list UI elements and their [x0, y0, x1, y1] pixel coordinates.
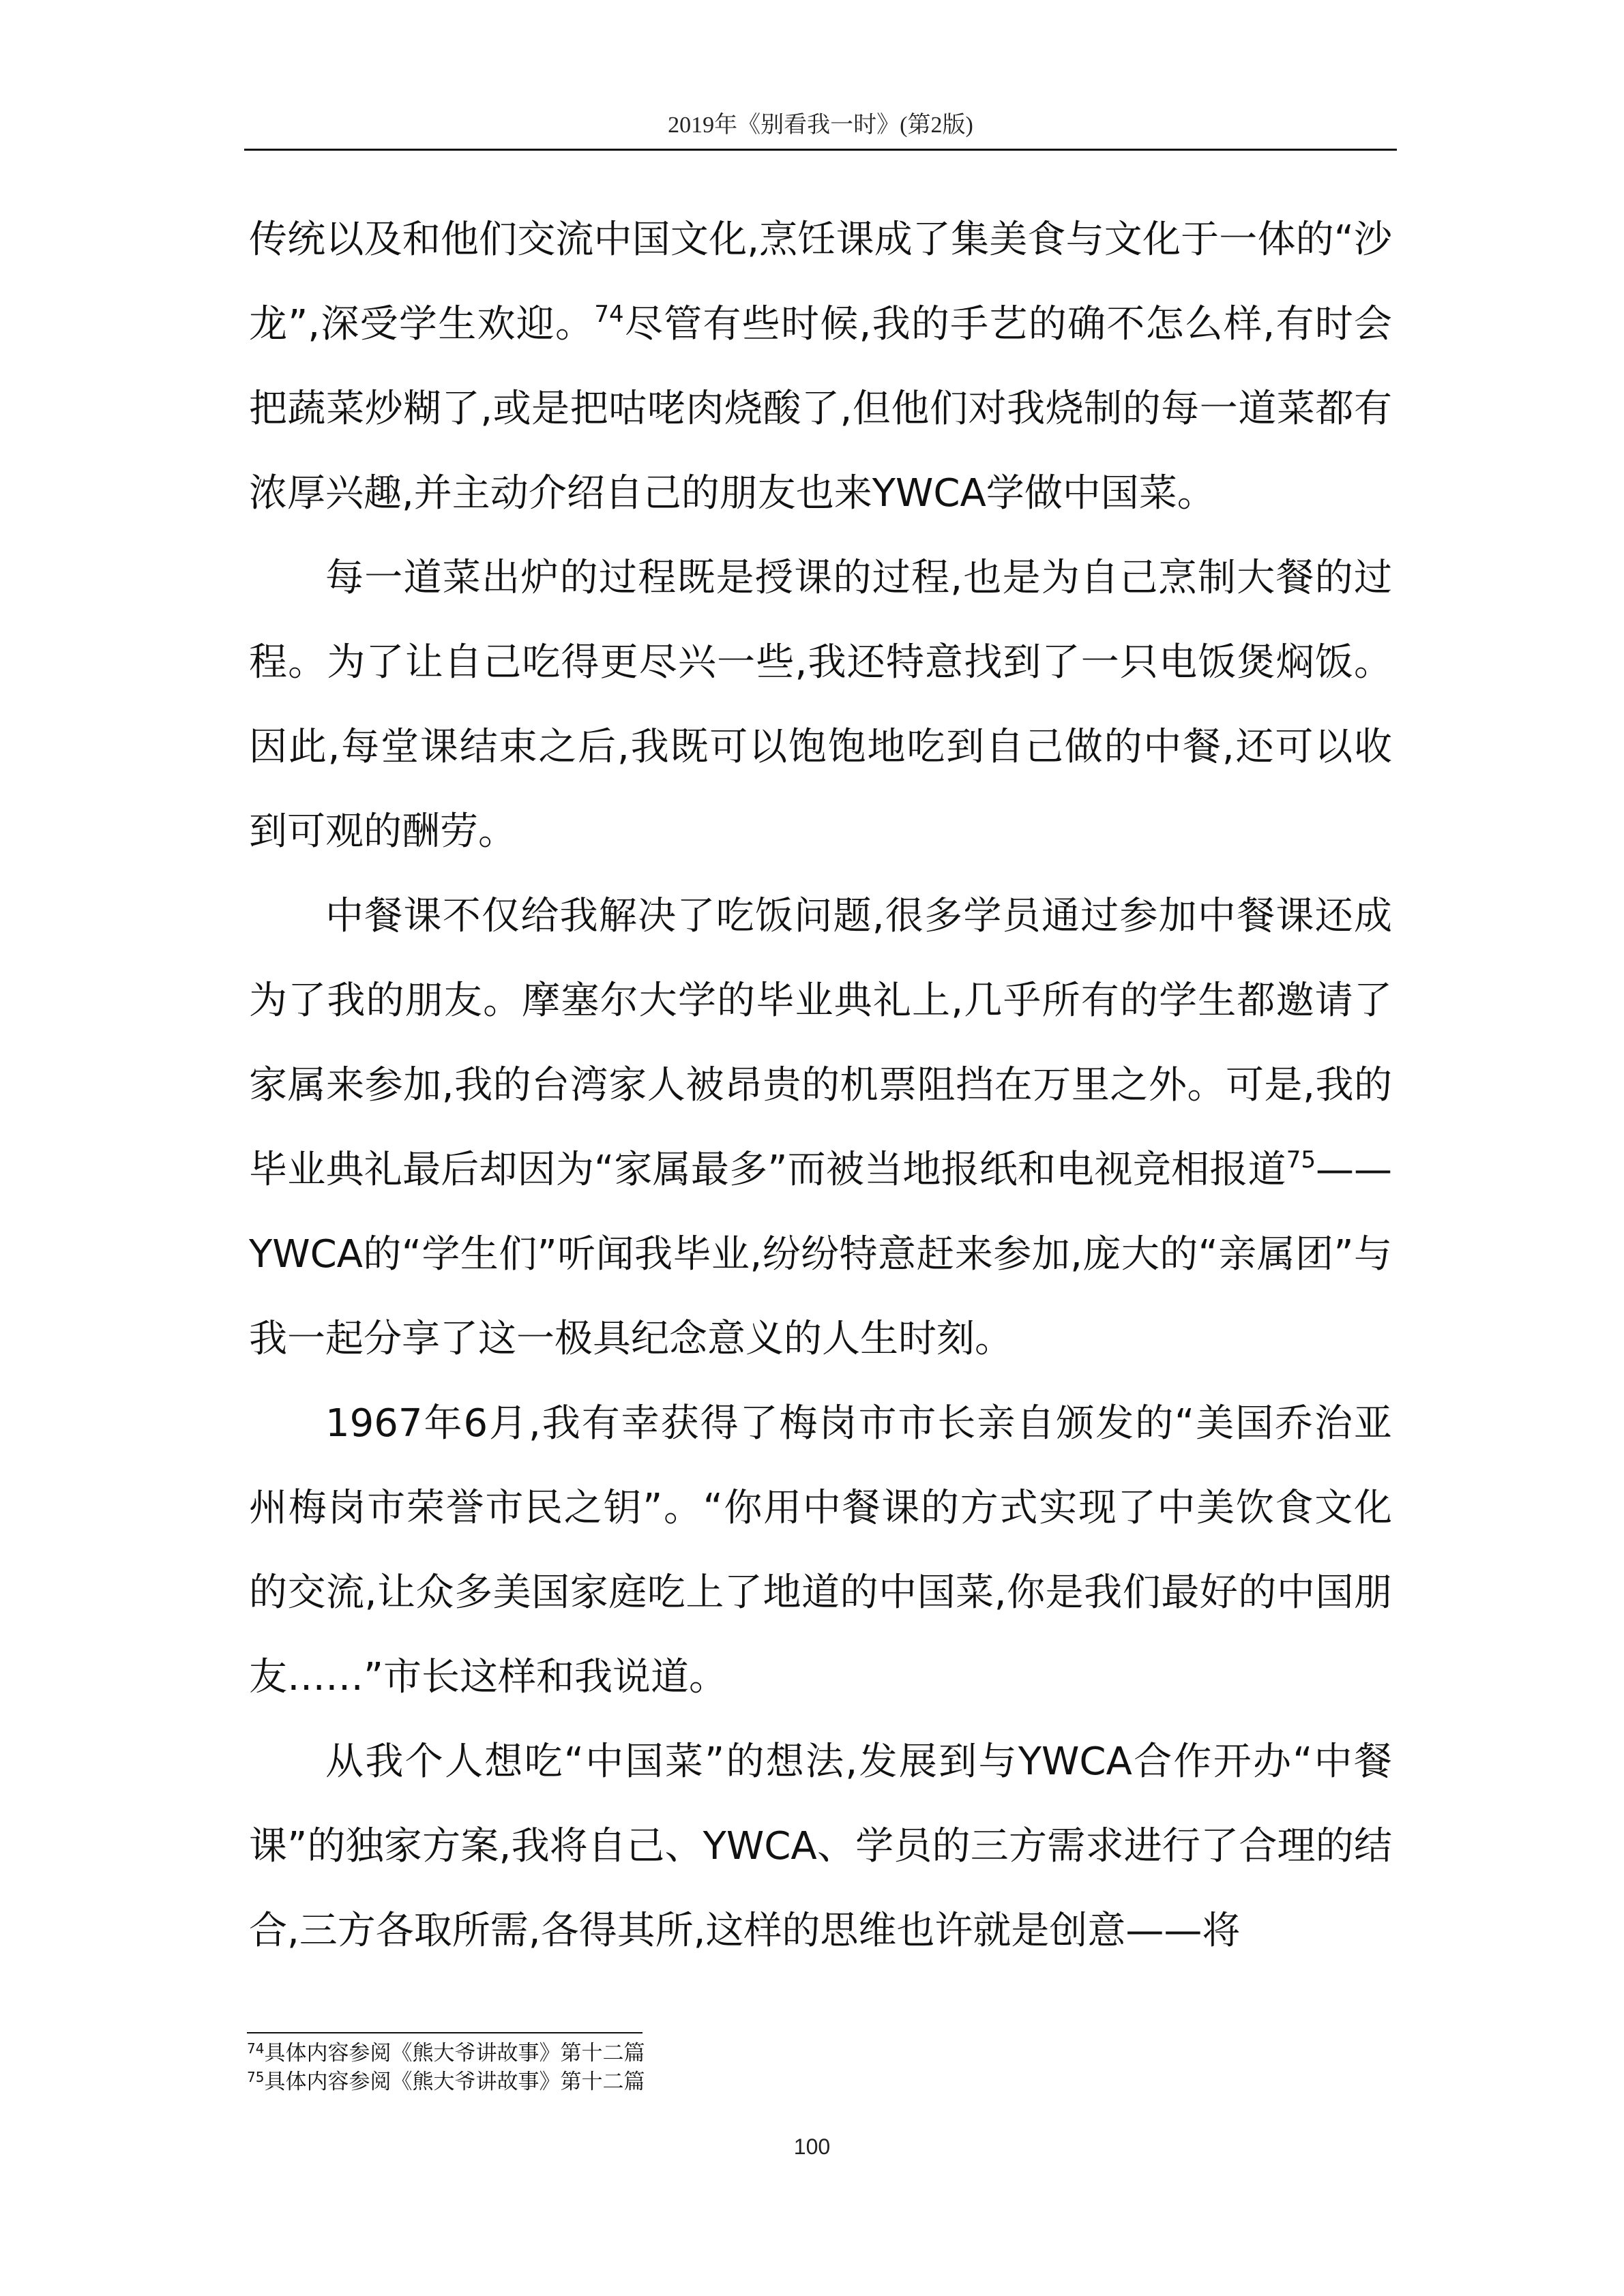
paragraph-text: 从我个人想吃“中国菜”的想法,发展到与YWCA合作开办“中餐课”的独家方案,我将自己、YWCA、学员的三方需求进行了合理的结合,三方各取所需,各得其所,这样的思维也许就是创意——将	[249, 1740, 1392, 1953]
page-number: 100	[793, 2134, 831, 2159]
footnote-ref-74[interactable]: 74	[594, 301, 624, 328]
footnote-ref-75[interactable]: 75	[1286, 1146, 1316, 1174]
header-rule	[244, 149, 1397, 151]
paragraph-text: 中餐课不仅给我解决了吃饭问题,很多学员通过参加中餐课还成为了我的朋友。摩塞尔大学的毕业典礼上,几乎所有的学生都邀请了家属来参加,我的台湾家人被昂贵的机票阻挡在万里之外。可是,我的毕业典礼最后却因为“家属最多”而被当地报纸和电视竞相报道	[249, 894, 1392, 1192]
footnote-separator	[247, 2032, 643, 2033]
footnote-number: 74	[247, 2040, 265, 2057]
running-header: 2019年《别看我一时》(第2版)	[668, 113, 973, 138]
footnote-75	[247, 2068, 1393, 2096]
footnotes	[247, 2039, 1393, 2096]
paragraph-text: ——YWCA的“学生们”听闻我毕业,纷纷特意赶来参加,庞大的“亲属团”与我一起分享了这一极具纪念意义的人生时刻。	[249, 1148, 1392, 1361]
paragraph-4	[249, 1382, 1392, 1720]
paragraph-2	[249, 536, 1392, 874]
footnote-text: 具体内容参阅《熊大爷讲故事》第十二篇	[264, 2070, 645, 2094]
paragraph-5	[249, 1720, 1392, 1973]
body-text	[249, 198, 1392, 1973]
footnote-number: 75	[247, 2069, 265, 2085]
paragraph-text: 尽管有些时候,我的手艺的确不怎么样,有时会把蔬菜炒糊了,或是把咕咾肉烧酸了,但他们对我烧制的每一道菜都有浓厚兴趣,并主动介绍自己的朋友也来YWCA学做中国菜。	[249, 302, 1392, 516]
paragraph-1	[249, 198, 1392, 536]
paragraph-text: 1967年6月,我有幸获得了梅岗市市长亲自颁发的“美国乔治亚州梅岗市荣誉市民之钥”。“你用中餐课的方式实现了中美饮食文化的交流,让众多美国家庭吃上了地道的中国菜,你是我们最好的中国朋友……”市长这样和我说道。	[249, 1401, 1392, 1699]
paragraph-text: 传统以及和他们交流中国文化,烹饪课成了集美食与文化于一体的“沙龙”,深受学生欢迎。	[249, 218, 1392, 346]
footnote-74	[247, 2039, 1393, 2068]
paragraph-text: 每一道菜出炉的过程既是授课的过程,也是为自己烹制大餐的过程。为了让自己吃得更尽兴一些,我还特意找到了一只电饭煲焖饭。因此,每堂课结束之后,我既可以饱饱地吃到自己做的中餐,还可以收到可观的酬劳。	[249, 556, 1392, 854]
paragraph-3	[249, 874, 1392, 1382]
footnote-text: 具体内容参阅《熊大爷讲故事》第十二篇	[264, 2041, 645, 2066]
